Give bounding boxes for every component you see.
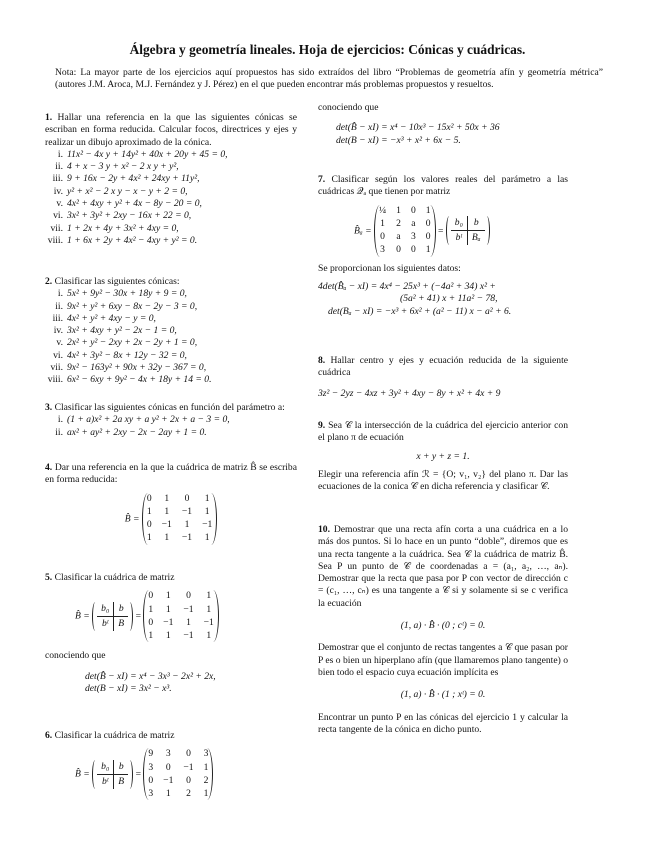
matrix-lhs: B̂ =	[75, 610, 90, 622]
block-cell: b₀	[97, 602, 114, 617]
list-item	[45, 362, 297, 374]
matrix-lhs: B̂ =	[75, 768, 90, 780]
matrix-cell: 0	[410, 204, 416, 216]
exercise-number: 5.	[45, 572, 53, 583]
matrix-cell: ¼	[378, 204, 387, 216]
matrix-cell: 1	[204, 492, 210, 504]
page-title: Álgebra y geometría lineales. Hoja de ejercicios: Cónicas y cuádricas.	[129, 42, 526, 57]
item-equation: 3x² + 3y² + 2xy − 16x + 22 = 0,	[67, 210, 192, 222]
exercise-6-continuation	[318, 102, 568, 147]
item-label: i.	[57, 288, 63, 300]
matrix-cell: 1	[425, 244, 431, 256]
matrix-cell: 1	[203, 761, 209, 773]
matrix-cell: −1	[183, 603, 194, 615]
matrix-cell: −1	[181, 505, 193, 517]
exercise-number: 6.	[45, 730, 53, 741]
exercise-text: Clasificar la cuádrica de matriz	[54, 730, 175, 741]
list-item	[45, 198, 297, 210]
item-equation: y² + x² − 2 x y − x − y + 2 = 0,	[67, 185, 188, 197]
exercise-items	[45, 414, 297, 439]
matrix-cell: 3	[380, 244, 385, 256]
exercise-number: 2.	[45, 276, 53, 287]
exercise-text: Clasificar la cuádrica de matriz	[54, 572, 175, 583]
det-equation-1: det(B̂ − xI) = x⁴ − 10x³ − 15x² + 50x + 36	[336, 122, 500, 134]
item-equation: 9 + 16x − 2y + 4x² + 24xy + 11y²,	[67, 173, 200, 185]
list-item	[45, 427, 297, 439]
matrix-cell: 1	[186, 616, 191, 628]
item-equation: 1 + 2x + 4y + 3x² + 4xy = 0,	[67, 222, 179, 234]
list-item	[45, 210, 297, 222]
item-equation: 5x² + 9y² − 30x + 18y + 9 = 0,	[67, 288, 187, 300]
matrix-cell: 9	[148, 748, 154, 760]
item-label: vii.	[50, 222, 63, 234]
block-cell: B	[118, 617, 125, 629]
det-equation-1: det(B̂ − xI) = x⁴ − 3x³ − 2x² + 2x,	[85, 670, 216, 682]
item-equation: 4 + x − 3 y + x² − 2 x y + y²,	[67, 161, 179, 173]
matrix-cell: 0	[165, 761, 171, 773]
block-matrix	[446, 216, 490, 246]
conociendo-label: conociendo que	[45, 650, 106, 662]
matrix-cell: 0	[396, 244, 401, 256]
exercise-text: Clasificar las siguientes cónicas en función del parámetro a:	[54, 402, 285, 413]
matrix-cell: 2	[203, 774, 209, 786]
matrix-cell: 0	[184, 492, 190, 504]
item-label: ii.	[55, 161, 63, 173]
matrix-cell: −1	[163, 616, 174, 628]
item-label: v.	[56, 198, 63, 210]
exercise-text-2: Demostrar que el conjunto de rectas tangentes a 𝒞 que pasan por P es o bien un hiperplano afín (que llamaremos plano tangente) o bien todo el espacio cuya ecuación implícita es	[318, 642, 568, 678]
block-cell: b₀	[451, 216, 468, 231]
matrix-cell: 0	[148, 616, 154, 628]
matrix-cell: 2	[396, 217, 401, 229]
exercise-number: 10.	[318, 524, 330, 535]
matrix-cell: 1	[206, 603, 212, 615]
matrix-cell: 1	[148, 603, 154, 615]
item-equation: 6x² − 6xy + 9y² − 4x + 18y + 14 = 0.	[67, 374, 212, 386]
block-cell: B	[118, 775, 125, 787]
matrix-cell: 0	[425, 231, 431, 243]
item-equation: 1 + 6x + 2y + 4x² − 4xy + y² = 0.	[67, 234, 198, 246]
exercise-1	[45, 112, 297, 247]
matrix-cell: 0	[146, 519, 152, 531]
matrix-cell: −1	[183, 761, 194, 773]
item-label: iv.	[53, 185, 63, 197]
tangent-equation: (1, a) · B̂ · (0 ; cᵗ) = 0.	[400, 620, 486, 632]
list-item	[45, 149, 297, 161]
matrix-cell: 3	[165, 748, 171, 760]
list-item	[45, 186, 297, 198]
item-equation: 3x² + 4xy + y² − 2x − 1 = 0,	[67, 325, 177, 337]
matrix-cell: 3	[203, 748, 209, 760]
det-equation-2: det(B − xI) = 3x² − x³.	[85, 683, 172, 695]
exercise-10	[318, 524, 568, 736]
matrix-cell: 0	[410, 244, 416, 256]
datos-equation-2: (5a² + 41) x + 11a² − 78,	[400, 293, 498, 305]
matrix-cell: 1	[165, 603, 171, 615]
matrix-cell: 0	[148, 590, 154, 602]
exercise-7: 7. Clasificar según los valores reales del parámetro a las cuádricas 𝒬ₐ que tienen por matriz B̂ₐ = ¼ 1 0 1 1 2 a 0 0 a 3 0 3 0 0 1 = b₀ b bᵗ Bₐ Se proporcionan los siguientes datos: 4det(B̂ₐ − xI) = 4x⁴ − 25x³ + (−4a² + 34) x² + (5a² + 41) x + 11a² − 78, det(Bₐ − xI) = −x³ + 6x² + (a² − 11) x − a² + 6.	[318, 174, 568, 317]
block-cell: Bₐ	[471, 232, 481, 244]
matrix-cell: −1	[202, 519, 213, 531]
matrix-cell: 1	[164, 505, 170, 517]
item-label: viii.	[47, 234, 63, 246]
matrix-cell: −1	[203, 616, 214, 628]
matrix-cell: 1	[146, 532, 152, 544]
item-label: i.	[57, 148, 63, 160]
block-matrix	[92, 760, 133, 790]
exercise-number: 8.	[318, 355, 326, 366]
matrix-cell: 1	[396, 204, 401, 216]
list-item	[45, 313, 297, 325]
matrix-cell: 1	[146, 505, 152, 517]
matrix-cell: 1	[165, 630, 171, 642]
matrix-cell: 0	[425, 217, 431, 229]
plane-equation: x + y + z = 1.	[416, 450, 470, 462]
exercise-number: 1.	[45, 112, 53, 123]
exercise-text-3: Encontrar un punto P en las cónicas del ejercicio 1 y calcular la recta tangente de la cónica en dicho punto.	[318, 711, 568, 735]
exercise-text: Clasificar las siguientes cónicas:	[54, 276, 180, 287]
block-cell: b₀	[97, 760, 114, 775]
exercise-number: 9.	[318, 420, 326, 431]
exercise-text: Dar una referencia en la que la cuádrica de matriz B̂ se escriba en forma reducida:	[45, 462, 297, 486]
matrix-cell: 1	[425, 204, 431, 216]
matrix-cell: a	[396, 231, 401, 243]
matrix-7	[374, 205, 436, 257]
datos-label: Se proporcionan los siguientes datos:	[318, 262, 461, 274]
exercise-2	[45, 276, 297, 387]
item-equation: 2x² + y² − 2xy + 2x − 2y + 1 = 0,	[67, 337, 198, 349]
matrix-cell: −1	[161, 519, 172, 531]
exercise-5: 5. Clasificar la cuádrica de matriz B̂ = b₀ b bᵗ B = 0 1 0 1 1 1 −1 1 0 −1 1 −1 1 1 −1 1 conociendo que det(B̂ − xI) = x⁴ − 3x³ − 2x² + 2x, det(B − xI) = 3x² − x³.	[45, 572, 297, 695]
item-equation: (1 + a)x² + 2a xy + a y² + 2x + a − 3 = 0,	[67, 414, 230, 426]
matrix-cell: 1	[206, 630, 212, 642]
datos-equation-1: 4det(B̂ₐ − xI) = 4x⁴ − 25x³ + (−4a² + 34) x² +	[318, 281, 496, 293]
matrix-6	[143, 748, 213, 800]
matrix-cell: −1	[183, 630, 194, 642]
item-equation: ax² + ay² + 2xy − 2x − 2ay + 1 = 0.	[67, 426, 207, 438]
item-label: ii.	[55, 300, 63, 312]
item-label: iii.	[52, 173, 63, 185]
matrix-cell: −1	[163, 774, 174, 786]
exercise-3	[45, 402, 297, 439]
list-item	[45, 325, 297, 337]
block-cell: b	[468, 216, 485, 231]
block-cell: b	[114, 760, 128, 775]
matrix-cell: 0	[380, 231, 385, 243]
matrix-cell: 1	[165, 590, 171, 602]
exercise-4	[45, 462, 297, 545]
matrix-cell: 1	[206, 590, 212, 602]
exercise-number: 3.	[45, 402, 53, 413]
list-item	[45, 374, 297, 386]
datos-equation-3: det(Bₐ − xI) = −x³ + 6x² + (a² − 11) x − a² + 6.	[328, 305, 512, 317]
list-item	[45, 350, 297, 362]
item-label: v.	[56, 337, 63, 349]
exercise-text: Sea 𝒞 la intersección de la cuádrica del ejercicio anterior con el plano π de ecuación	[318, 420, 568, 444]
matrix-cell: −1	[181, 532, 193, 544]
item-label: vii.	[50, 362, 63, 374]
exercise-items	[45, 288, 297, 386]
nota-paragraph: Nota: La mayor parte de los ejercicios aquí propuestos has sido extraídos del libro “Problemas de geometría afín y geometría métrica” (autores J.M. Aroca, M.J. Fernández y J. Pérez) en el que pueden encontrar más problemas propuestos y resueltos.	[55, 67, 603, 91]
matrix-cell: 1	[164, 492, 170, 504]
matrix-cell: a	[411, 217, 416, 229]
block-cell: b	[114, 602, 128, 617]
item-label: iv.	[53, 325, 63, 337]
matrix-cell: 0	[186, 590, 191, 602]
matrix-cell: 1	[148, 630, 154, 642]
item-label: vi.	[53, 210, 63, 222]
matrix-cell: 0	[186, 748, 191, 760]
matrix-cell: 0	[186, 774, 191, 786]
item-equation: 4x² + y² + 4xy − y = 0,	[67, 312, 156, 324]
exercise-text: Hallar centro y ejes y ecuación reducida de la siguiente cuádrica	[318, 355, 568, 379]
exercise-9	[318, 420, 568, 493]
list-item	[45, 288, 297, 300]
exercise-number: 7.	[318, 174, 326, 185]
block-cell: bᵗ	[97, 617, 114, 631]
item-equation: 4x² + 4xy + y² + 4x − 8y − 20 = 0,	[67, 198, 202, 210]
item-equation: 9x² − 163y² + 90x + 32y − 367 = 0,	[67, 362, 207, 374]
item-equation: 9x² + y² + 6xy − 8x − 2y − 3 = 0,	[67, 300, 198, 312]
matrix-cell: 1	[204, 532, 210, 544]
matrix-cell: 3	[148, 788, 154, 800]
matrix-cell: 3	[410, 231, 416, 243]
item-equation: 11x² − 4x y + 14y² + 40x + 20y + 45 = 0,	[67, 148, 228, 160]
exercise-text: Demostrar que una recta afín corta a una cuádrica en a lo más dos puntos. Si lo hace en un punto “doble”, diremos que es una recta tangente a la cuádrica. Sea 𝒞 la cuádrica de matriz B̂. Sea P un punto de 𝒞 de coordenadas a = (a₁, a₂, …, aₙ). Demostrar que la recta que pasa por P con vector de dirección c = (c₁, …, cₙ) es una tangente a 𝒞 si y solamente si se c verifica la ecuación	[318, 524, 568, 609]
exercise-number: 4.	[45, 462, 53, 473]
matrix-lhs: B̂ₐ =	[354, 224, 372, 236]
exercise-8	[318, 355, 568, 400]
list-item	[45, 301, 297, 313]
block-cell: bᵗ	[451, 231, 468, 245]
matrix-cell: 1	[204, 505, 210, 517]
matrix-cell: 1	[184, 519, 190, 531]
exercise-text: Clasificar según los valores reales del parámetro a las cuádricas 𝒬ₐ que tienen por matriz	[318, 174, 568, 198]
matrix-4	[142, 493, 217, 545]
matrix-lhs: B̂ =	[124, 512, 140, 524]
list-item	[45, 235, 297, 247]
item-label: viii.	[47, 374, 63, 386]
block-matrix	[92, 602, 133, 632]
matrix-5	[143, 590, 218, 642]
list-item	[45, 414, 297, 426]
list-item	[45, 223, 297, 235]
exercise-text: Hallar una referencia en la que las siguientes cónicas se escriban en forma reducida. Calcular focos, directrices y ejes y realizar un dibujo aproximado de la cónica.	[45, 112, 297, 148]
matrix-cell: 0	[148, 774, 154, 786]
matrix-cell: 1	[380, 217, 385, 229]
cuadrica-equation: 3z² − 2yz − 4xz + 3y² + 4xy − 8y + x² + 4x + 9	[318, 387, 501, 399]
item-equation: 4x² + 3y² − 8x + 12y − 32 = 0,	[67, 349, 187, 361]
matrix-cell: 3	[148, 761, 154, 773]
matrix-cell: 1	[165, 788, 171, 800]
det-equation-2: det(B − xI) = −x³ + x² + 6x − 5.	[336, 134, 461, 146]
item-label: ii.	[55, 426, 63, 438]
conociendo-label: conociendo que	[318, 102, 379, 113]
matrix-cell: 1	[203, 788, 209, 800]
tangent-plane-equation: (1, a) · B̂ · (1 ; xᵗ) = 0.	[400, 689, 486, 701]
matrix-cell: 0	[146, 492, 152, 504]
exercise-6: 6. Clasificar la cuádrica de matriz B̂ = b₀ b bᵗ B = 9 3 0 3 3 0 −1 1 0 −1 0 2 3 1 2 1	[45, 730, 297, 800]
list-item	[45, 161, 297, 173]
item-label: iii.	[52, 312, 63, 324]
list-item	[45, 173, 297, 185]
block-cell: bᵗ	[97, 775, 114, 789]
item-label: vi.	[53, 349, 63, 361]
item-label: i.	[57, 414, 63, 426]
exercise-text-2: Elegir una referencia afín ℛ = {O; v₁, v₂} del plano π. Dar las ecuaciones de la conica 𝒞 en dicha referencia y clasificar 𝒞.	[318, 468, 568, 493]
list-item	[45, 337, 297, 349]
exercise-items	[45, 149, 297, 247]
matrix-cell: 1	[164, 532, 170, 544]
matrix-cell: 2	[186, 788, 191, 800]
